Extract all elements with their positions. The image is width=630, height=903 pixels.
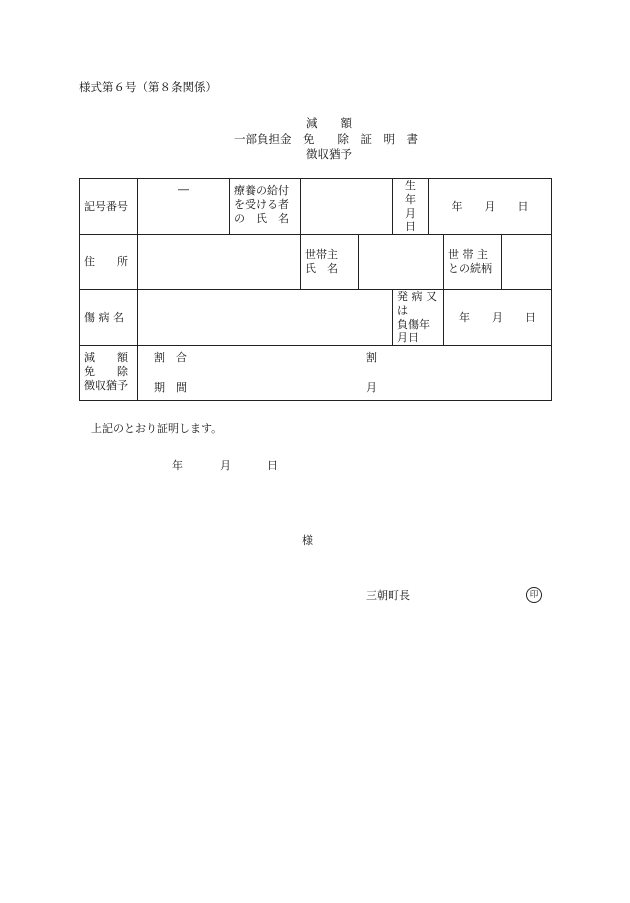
onset-date-field[interactable]: 年 月 日 — [444, 290, 552, 346]
relief-type-label — [80, 346, 138, 401]
date-year: 年 — [172, 459, 183, 472]
code-number-label: 記号番号 — [80, 179, 138, 235]
birth-label-line2: 月 日 — [405, 206, 427, 234]
certification-statement: 上記のとおり証明します。 — [91, 422, 223, 435]
household-head-label-line1: 世帯主 — [305, 248, 338, 262]
date-month: 月 — [220, 459, 231, 472]
address-label: 住 所 — [80, 235, 138, 290]
birth-label-line1: 生 年 — [405, 179, 427, 206]
household-head-label-line2: 氏 名 — [305, 262, 338, 275]
onset-date-label — [393, 290, 444, 346]
issuer-title: 三朝町長 — [366, 589, 410, 602]
relation-field[interactable] — [502, 235, 552, 290]
relation-label-line2: との続柄 — [448, 262, 492, 275]
certificate-table — [79, 178, 552, 401]
relation-label — [444, 235, 502, 290]
household-head-label — [301, 235, 359, 290]
ratio-label: 割 合 — [154, 351, 187, 364]
recipient-label-line1: 療養の給付 — [234, 184, 289, 197]
ratio-unit: 割 — [366, 351, 377, 364]
relief-type-exemption: 免 除 — [84, 364, 128, 378]
recipient-name-field[interactable] — [301, 179, 393, 235]
household-head-field[interactable] — [359, 235, 444, 290]
disease-name-field[interactable] — [138, 290, 393, 346]
period-unit: 月 — [366, 381, 377, 394]
seal-mark: 印 — [526, 587, 542, 603]
row-code-recipient — [80, 179, 552, 235]
document-title: 一部負担金 免 除 証 明 書 — [234, 132, 418, 146]
row-address-head — [80, 235, 552, 290]
relief-type-reduction: 減 額 — [84, 351, 128, 364]
title-option-deferral: 徴収猶予 — [306, 147, 352, 161]
relation-label-line1: 世 帯 主 — [448, 248, 488, 262]
address-field[interactable] — [138, 235, 301, 290]
title-option-reduction: 減 額 — [306, 116, 352, 130]
row-reduction-terms — [80, 346, 552, 401]
relief-type-deferral: 徴収猶予 — [84, 378, 128, 392]
birth-date-field[interactable]: 年 月 日 — [429, 179, 552, 235]
period-label: 期 間 — [154, 381, 187, 394]
form-reference: 様式第６号（第８条関係） — [79, 80, 217, 94]
disease-name-label: 傷 病 名 — [80, 290, 138, 346]
birth-date-label — [393, 179, 429, 235]
recipient-label-line2: を受ける者 — [234, 197, 289, 211]
date-day: 日 — [267, 459, 278, 472]
recipient-label-line3: の 氏 名 — [234, 211, 289, 225]
recipient-name-label — [230, 179, 301, 235]
onset-label-line1: 発 病 又 は — [397, 290, 437, 317]
addressee-suffix: 様 — [302, 534, 313, 547]
row-disease-onset — [80, 290, 552, 346]
relief-terms-field[interactable] — [138, 346, 552, 401]
code-number-value[interactable]: ― — [138, 179, 230, 235]
onset-label-line2: 負傷年月日 — [397, 317, 430, 345]
